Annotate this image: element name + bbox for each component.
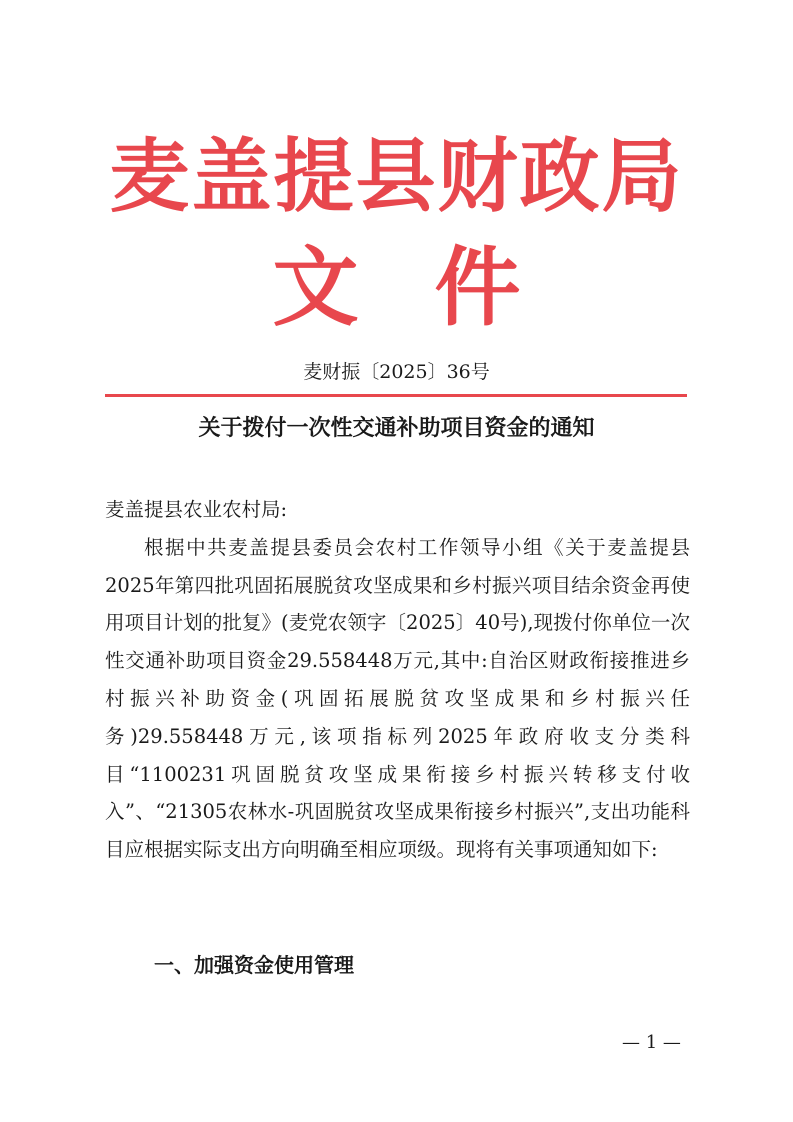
document-body: [105, 491, 690, 869]
section-heading: 一、加强资金使用管理: [154, 953, 354, 977]
document-number: 麦财振〔2025〕36号: [303, 361, 490, 383]
doc-kind-char-1: 文: [272, 237, 359, 338]
body-paragraph: 根据中共麦盖提县委员会农村工作领导小组《关于麦盖提县2025年第四批巩固拓展脱贫攻坚成果和乡村振兴项目结余资金再使用项目计划的批复》(麦党农领字〔2025〕40号),现拨付你单位一次性交通补助项目资金29.558448万元,其中:自治区财政衔接推进乡村振兴补助资金(巩固拓展脱贫攻坚成果和乡村振兴任务)29.558448万元,该项指标列2025年政府收支分类科目“1100231巩固脱贫攻坚成果衔接乡村振兴转移支付收入”、“21305农林水-巩固脱贫攻坚成果衔接乡村振兴”,支出功能科目应根据实际支出方向明确至相应项级。现将有关事项通知如下:: [105, 535, 690, 862]
document-subject: 关于拨付一次性交通补助项目资金的通知: [198, 415, 595, 441]
doc-kind-char-2: 件: [434, 237, 521, 338]
issuing-organization-title: 麦盖提县财政局: [109, 129, 684, 223]
addressee: 麦盖提县农业农村局:: [105, 498, 288, 521]
document-kind-title: [0, 237, 793, 338]
page-number: — 1 —: [622, 1032, 681, 1053]
red-divider-line: [105, 394, 687, 397]
